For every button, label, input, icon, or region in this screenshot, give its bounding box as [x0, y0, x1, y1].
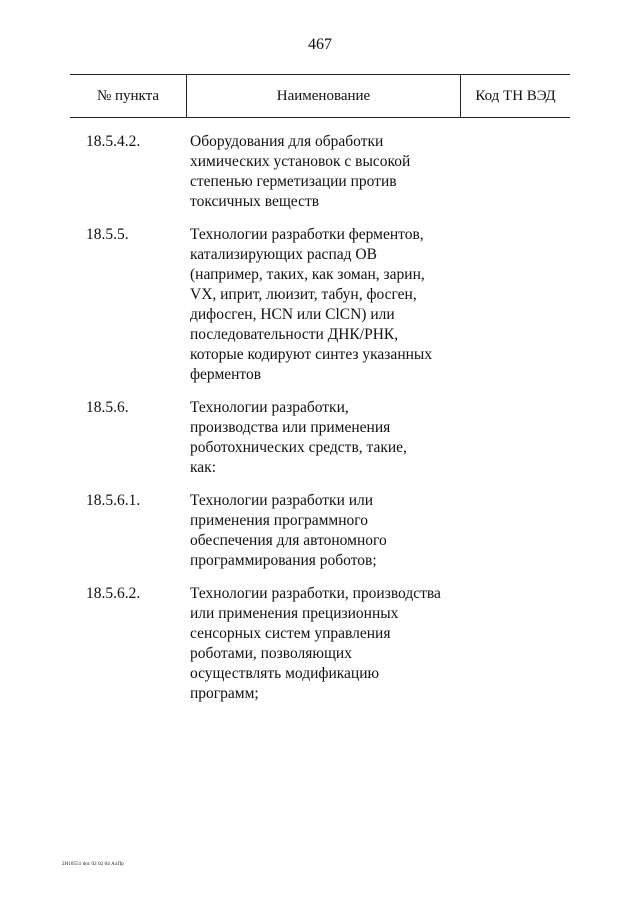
item-name: Технологии разработки, производства или применения роботохнических средств, такие, как: [190, 399, 407, 476]
item-name: Технологии разработки или применения программного обеспечения для автономного программирования роботов; [190, 492, 387, 569]
table-row [0, 584, 640, 704]
item-number: 18.5.5. [86, 226, 129, 243]
header-name: Наименование [186, 75, 460, 117]
table-body [0, 132, 640, 717]
table-row [0, 225, 640, 385]
item-number: 18.5.6.2. [86, 585, 141, 602]
table-header [70, 74, 570, 118]
page-number: 467 [308, 36, 332, 53]
item-name: Технологии разработки, производства или применения прецизионных сенсорных систем управления роботами, позволяющих осуществлять модификацию программ; [190, 585, 441, 702]
header-code: Код ТН ВЭД [460, 75, 570, 117]
table-row [0, 132, 640, 212]
item-number: 18.5.6.1. [86, 492, 141, 509]
item-name: Технологии разработки ферментов, катализирующих распад ОВ (например, таких, как зоман, зарин, VX, иприт, люизит, табун, фосген, дифосген, HCN или ClCN) или последовательности ДНК/РНК, которые кодируют синтез указанных ферментов [190, 226, 433, 383]
header-item-number: № пункта [96, 87, 160, 104]
item-number: 18.5.4.2. [86, 133, 141, 150]
table-row [0, 491, 640, 571]
table-row [0, 398, 640, 478]
item-name: Оборудования для обработки химических установок с высокой степенью герметизации против токсичных веществ [190, 133, 411, 210]
document-footer: 2Н10551 doc 02 02 04 АлПр [62, 862, 124, 867]
item-number: 18.5.6. [86, 399, 129, 416]
